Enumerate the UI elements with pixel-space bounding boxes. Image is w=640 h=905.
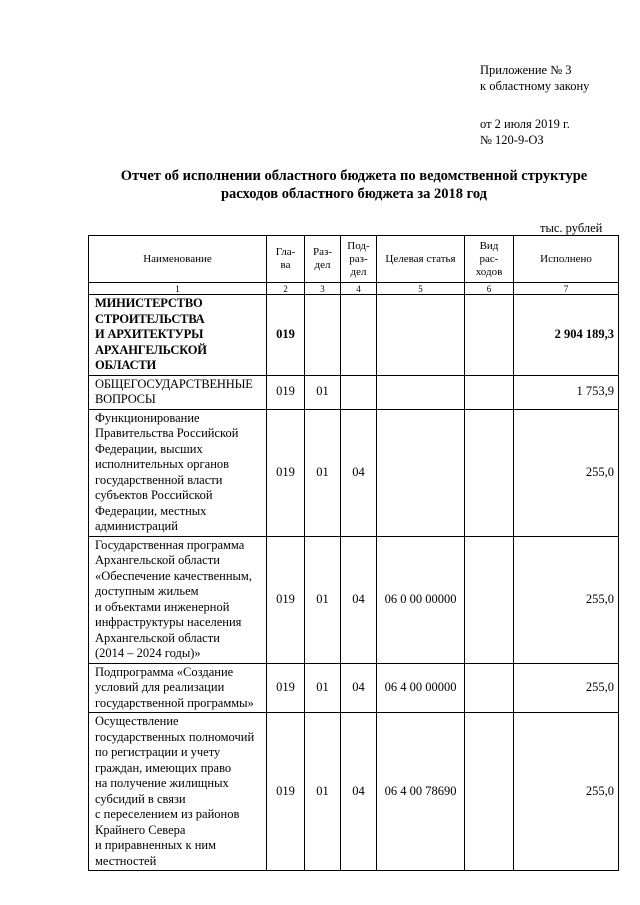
table-row (89, 536, 619, 663)
row-glava: 019 (267, 295, 305, 376)
header-podrazdel-text: Под- раз- дел (347, 239, 370, 278)
row-podrazdel: 04 (341, 663, 377, 713)
col-number: 4 (341, 283, 377, 295)
header-razdel-text: Раз- дел (312, 246, 332, 271)
col-number: 3 (305, 283, 341, 295)
col-number: 5 (377, 283, 465, 295)
budget-table (88, 235, 619, 871)
table-row (89, 375, 619, 409)
header-done (514, 236, 619, 283)
header-target (377, 236, 465, 283)
header-done-text: Исполнено (540, 252, 592, 265)
row-razdel (305, 295, 341, 376)
table-row (89, 409, 619, 536)
row-target: 06 0 00 00000 (377, 536, 465, 663)
table-row (89, 295, 619, 376)
row-target: 06 4 00 78690 (377, 713, 465, 871)
col-number: 2 (267, 283, 305, 295)
row-podrazdel: 04 (341, 409, 377, 536)
row-name: Подпрограмма «Создание условий для реализации государственной программы» (89, 663, 267, 713)
appendix-date: от 2 июля 2019 г. (480, 117, 570, 131)
header-razdel (305, 236, 341, 283)
col-number: 6 (465, 283, 514, 295)
row-vid (465, 375, 514, 409)
row-glava: 019 (267, 409, 305, 536)
row-name: Осуществление государственных полномочий по регистрации и учету граждан, имеющих право на получение жилищных субсидий в связи с переселением из районов Крайнего Севера и приравненных к ним местностей (89, 713, 267, 871)
row-podrazdel: 04 (341, 713, 377, 871)
row-podrazdel (341, 295, 377, 376)
row-razdel: 01 (305, 663, 341, 713)
appendix-number: № 120-9-ОЗ (480, 133, 544, 147)
row-razdel: 01 (305, 536, 341, 663)
header-row (89, 236, 619, 283)
header-vid-text: Вид рас- ходов (475, 239, 503, 278)
row-target: 06 4 00 00000 (377, 663, 465, 713)
header-glava-text: Гла- ва (275, 246, 296, 271)
table-row (89, 713, 619, 871)
header-vid (465, 236, 514, 283)
row-glava: 019 (267, 663, 305, 713)
header-target-text: Целевая статья (385, 252, 456, 265)
row-done: 2 904 189,3 (514, 295, 619, 376)
row-done: 255,0 (514, 663, 619, 713)
row-vid (465, 536, 514, 663)
appendix-law: к областному закону (480, 79, 590, 93)
row-vid (465, 295, 514, 376)
header-podrazdel (341, 236, 377, 283)
report-title-line: расходов областного бюджета за 2018 год (220, 186, 488, 202)
row-name: МИНИСТЕРСТВО СТРОИТЕЛЬСТВА И АРХИТЕКТУРЫ АРХАНГЕЛЬСКОЙ ОБЛАСТИ (89, 295, 267, 376)
row-name: Функционирование Правительства Российской Федерации, высших исполнительных органов государственной власти субъектов Российской Федерации, местных администраций (89, 409, 267, 536)
row-razdel: 01 (305, 375, 341, 409)
row-vid (465, 409, 514, 536)
report-title-line: Отчет об исполнении областного бюджета по ведомственной структуре (120, 168, 588, 184)
row-glava: 019 (267, 536, 305, 663)
table-row (89, 663, 619, 713)
row-glava: 019 (267, 713, 305, 871)
row-razdel: 01 (305, 409, 341, 536)
row-done: 255,0 (514, 536, 619, 663)
row-name: ОБЩЕГОСУДАРСТВЕННЫЕ ВОПРОСЫ (89, 375, 267, 409)
row-podrazdel (341, 375, 377, 409)
row-vid (465, 663, 514, 713)
appendix-line: Приложение № 3 (480, 63, 572, 77)
header-name-text: Наименование (143, 252, 212, 265)
row-name: Государственная программа Архангельской области «Обеспечение качественным, доступным жильем и объектами инженерной инфраструктуры населения Архангельской области (2014 – 2024 годы)» (89, 536, 267, 663)
report-title (92, 167, 616, 203)
row-glava: 019 (267, 375, 305, 409)
header-glava (267, 236, 305, 283)
row-target (377, 375, 465, 409)
row-target (377, 409, 465, 536)
header-name (89, 236, 267, 283)
row-podrazdel: 04 (341, 536, 377, 663)
row-razdel: 01 (305, 713, 341, 871)
col-number: 7 (514, 283, 619, 295)
appendix-block (480, 62, 589, 148)
col-number: 1 (89, 283, 267, 295)
row-vid (465, 713, 514, 871)
row-done: 1 753,9 (514, 375, 619, 409)
column-numbers-row (89, 283, 619, 295)
units-label: тыс. рублей (540, 221, 603, 235)
row-done: 255,0 (514, 713, 619, 871)
row-done: 255,0 (514, 409, 619, 536)
row-target (377, 295, 465, 376)
